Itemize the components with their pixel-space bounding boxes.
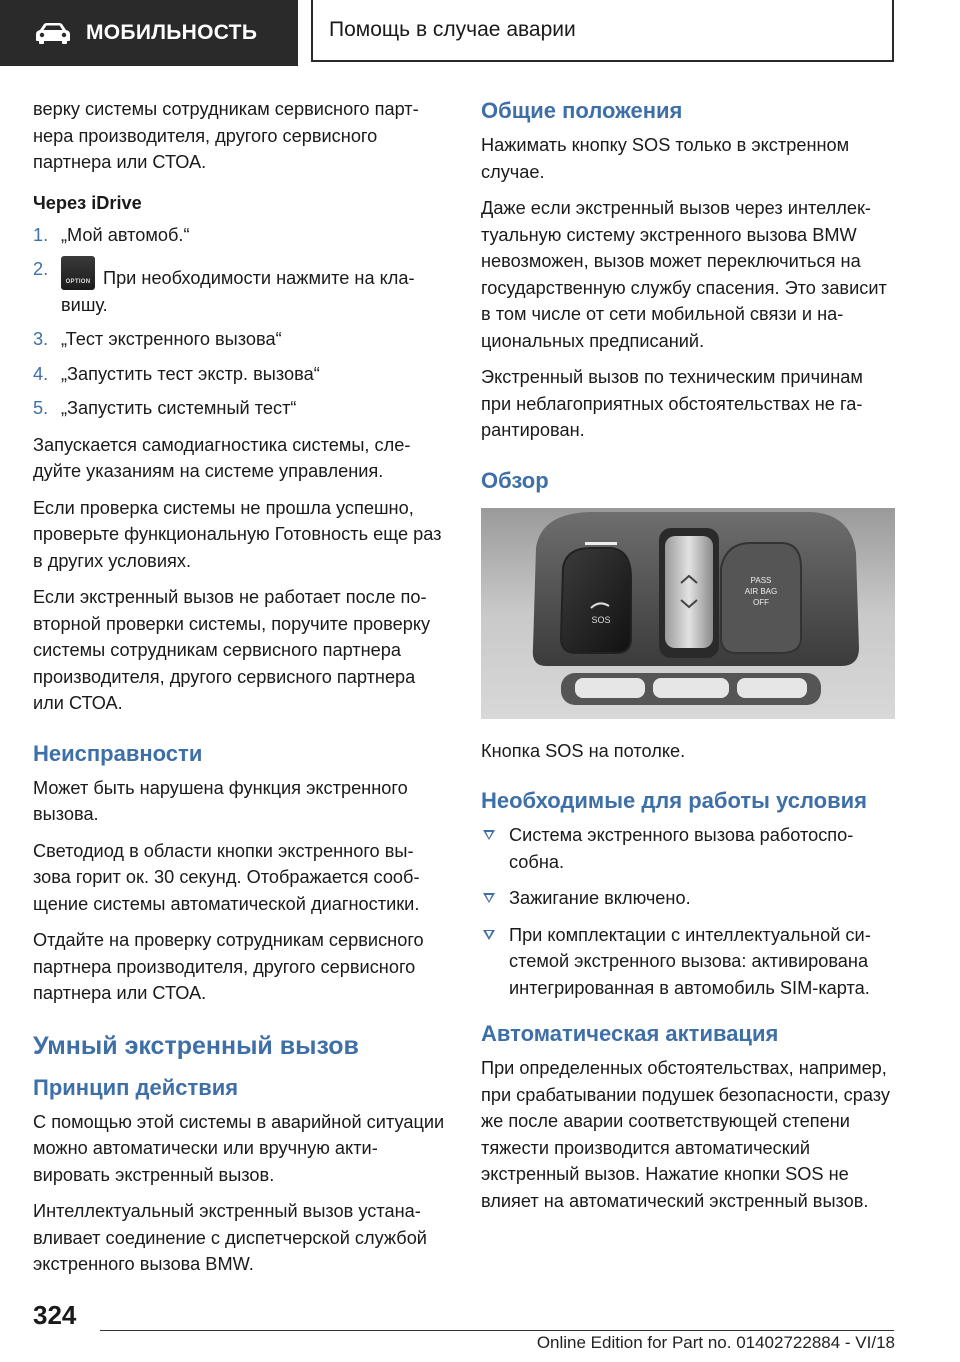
heading-auto-activation: Автоматическая активация <box>481 1021 779 1046</box>
section-title: МОБИЛЬНОСТЬ <box>86 21 258 44</box>
page-number: 324 <box>33 1300 77 1330</box>
option-icon-label: OPTION <box>65 279 91 285</box>
heading-smart-emergency-call: Умный экстренный вызов <box>33 1031 359 1060</box>
off-label: OFF <box>753 597 769 607</box>
paragraph: Нажимать кнопку SOS только в экстренном случае. <box>481 135 850 182</box>
airbag-label: AIR BAG <box>744 586 778 596</box>
paragraph: Может быть нарушена функция экстренного вызова. <box>33 777 408 824</box>
step-number: 1. <box>33 224 49 245</box>
step-text: „Запустить тест экстр. вызова“ <box>61 363 320 384</box>
car-icon <box>34 21 72 45</box>
step-item <box>33 256 445 318</box>
step-item <box>33 361 445 388</box>
sos-button-photo <box>481 508 895 719</box>
footer-divider <box>100 1330 894 1331</box>
step-text: „Мой автомоб.“ <box>61 224 190 245</box>
step-text: „Тест экстренного вызова“ <box>61 329 282 349</box>
requirement-item <box>481 822 895 875</box>
step-item <box>33 326 445 353</box>
requirement-text: Система экстренного вызова работоспособна. <box>509 825 854 872</box>
option-button-icon <box>61 256 95 290</box>
section-tab <box>0 0 298 66</box>
step-number: 3. <box>33 329 49 349</box>
subheading-idrive: Через iDrive <box>33 192 142 213</box>
chapter-title: Помощь в случае аварии <box>329 18 576 41</box>
heading-overview: Обзор <box>481 467 549 493</box>
photo-caption: Кнопка SOS на потолке. <box>481 740 686 761</box>
paragraph: верку системы сотрудникам сервисного партнера производителя, другого сервисного партнера или СТОА. <box>33 99 419 172</box>
requirement-item <box>481 922 895 1002</box>
step-number: 5. <box>33 398 49 418</box>
steps-list <box>33 222 445 422</box>
step-item <box>33 222 445 249</box>
paragraph: Если проверка системы не прошла успешно, проверьте функциональную Готовность еще раз в других условиях. <box>33 497 442 571</box>
heading-requirements: Необходимые для работы условия <box>481 788 867 813</box>
paragraph: С помощью этой системы в аварийной ситуации можно автоматически или вручную активировать экстренный вызов. <box>33 1111 445 1185</box>
triangle-bullet-icon <box>483 830 495 840</box>
heading-principle: Принцип действия <box>33 1074 239 1100</box>
paragraph: Отдайте на проверку сотрудникам сервисного партнера производителя, другого сервисного партнера или СТОА. <box>33 930 424 1003</box>
heading-malfunctions: Неисправности <box>33 740 203 766</box>
right-column <box>481 96 895 1224</box>
triangle-bullet-icon <box>483 930 495 940</box>
step-text: При необходимости нажмите на клавишу. <box>61 268 415 315</box>
paragraph: Запускается самодиагностика системы, следуйте указаниям на системе управления. <box>33 434 411 481</box>
chapter-tab <box>311 0 894 62</box>
sos-label: SOS <box>591 614 611 625</box>
requirement-text: При комплектации с интеллектуальной системой экстренного вызова: активирована интегрированная в автомобиль SIM-карта. <box>509 924 871 998</box>
paragraph: При определенных обстоятельствах, например, при срабатывании подушек безопасности, сразу же после аварии соответствующей степени тяжести производится автоматический экстренный вызов. Нажатие кнопки SOS не влияет на автоматический экстренный вызов. <box>481 1058 891 1211</box>
paragraph: Экстренный вызов по техническим причинам при неблагоприятных обстоятельствах не гарантирован. <box>481 367 863 440</box>
requirements-list <box>481 822 895 1001</box>
triangle-bullet-icon <box>483 893 495 903</box>
step-number: 4. <box>33 363 49 384</box>
step-text: „Запустить системный тест“ <box>61 398 297 418</box>
heading-general: Общие положения <box>481 98 683 123</box>
paragraph: Светодиод в области кнопки экстренного вызова горит ок. 30 секунд. Отображается сообщение системы автоматической диагностики. <box>33 840 420 914</box>
requirement-text: Зажигание включено. <box>509 888 691 908</box>
paragraph: Даже если экстренный вызов через интеллектуальную систему экстренного вызова BMW невозможен, вызов может переключиться на государственную службу спасения. Это зависит в том числе от сети мобильной связи и национальных предписаний. <box>481 198 887 351</box>
edition-note: Online Edition for Part no. 01402722884 - VI/18 <box>536 1333 895 1352</box>
left-column <box>33 96 445 1288</box>
step-number: 2. <box>33 259 49 279</box>
page-header <box>0 0 960 66</box>
paragraph: Если экстренный вызов не работает после повторной проверки системы, поручите проверку системы сотрудникам сервисного партнера производителя, другого сервисного партнера или СТОА. <box>33 587 431 713</box>
paragraph: Интеллектуальный экстренный вызов устанавливает соединение с диспетчерской службой экстренного вызова BMW. <box>33 1201 427 1274</box>
pass-label: PASS <box>750 575 772 585</box>
step-item <box>33 395 445 422</box>
requirement-item <box>481 885 895 912</box>
